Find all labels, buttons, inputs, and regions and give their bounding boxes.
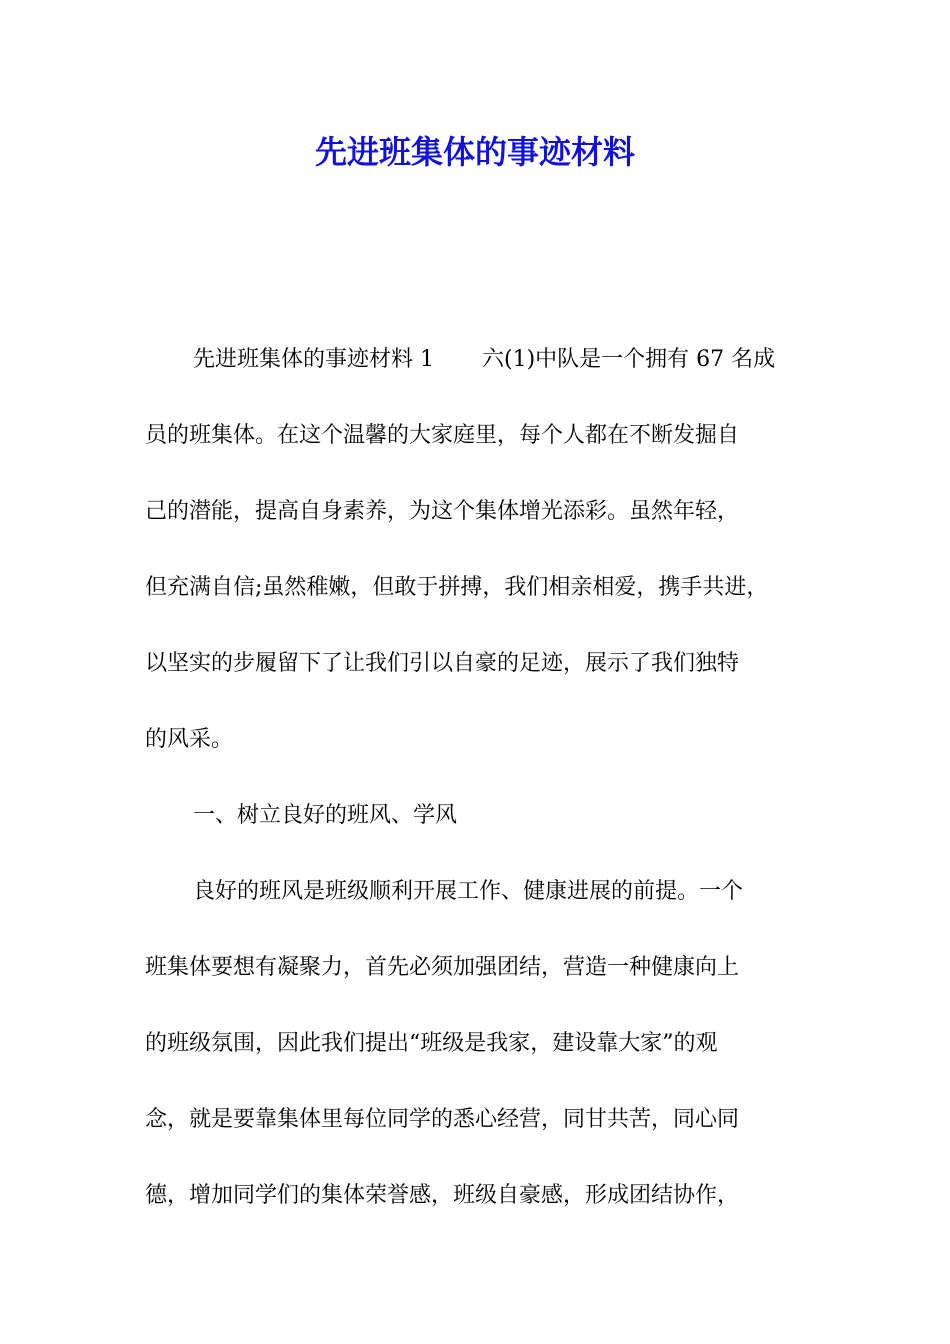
document-body	[145, 322, 835, 1234]
section-heading: 一、树立良好的班风、学风	[193, 803, 458, 828]
paragraph-line: 的班级氛围，因此我们提出“班级是我家，建设靠大家”的观	[145, 1031, 718, 1056]
paragraph-line: 但充满自信;虽然稚嫩，但敢于拼搏，我们相亲相爱，携手共进，	[145, 575, 769, 600]
section-heading-inline: 先进班集体的事迹材料 1	[193, 347, 434, 372]
paragraph-line: 德，增加同学们的集体荣誉感，班级自豪感，形成团结协作，	[145, 1183, 740, 1208]
paragraph-line: 念，就是要靠集体里每位同学的悉心经营，同甘共苦，同心同	[145, 1107, 740, 1132]
paragraph-line: 良好的班风是班级顺利开展工作、健康进展的前提。一个	[193, 879, 744, 904]
paragraph-line: 员的班集体。在这个温馨的大家庭里，每个人都在不断发掘自	[145, 423, 740, 448]
paragraph-line: 的风采。	[145, 727, 234, 752]
paragraph-text: 六(1)中队是一个拥有 67 名成	[482, 347, 776, 372]
paragraph-line: 以坚实的步履留下了让我们引以自豪的足迹，展示了我们独特	[145, 651, 740, 676]
paragraph-line: 己的潜能，提高自身素养，为这个集体增光添彩。虽然年轻，	[145, 499, 740, 524]
paragraph-line	[145, 322, 835, 398]
document-title: 先进班集体的事迹材料	[314, 133, 635, 171]
paragraph-line: 班集体要想有凝聚力，首先必须加强团结，营造一种健康向上	[145, 955, 740, 980]
